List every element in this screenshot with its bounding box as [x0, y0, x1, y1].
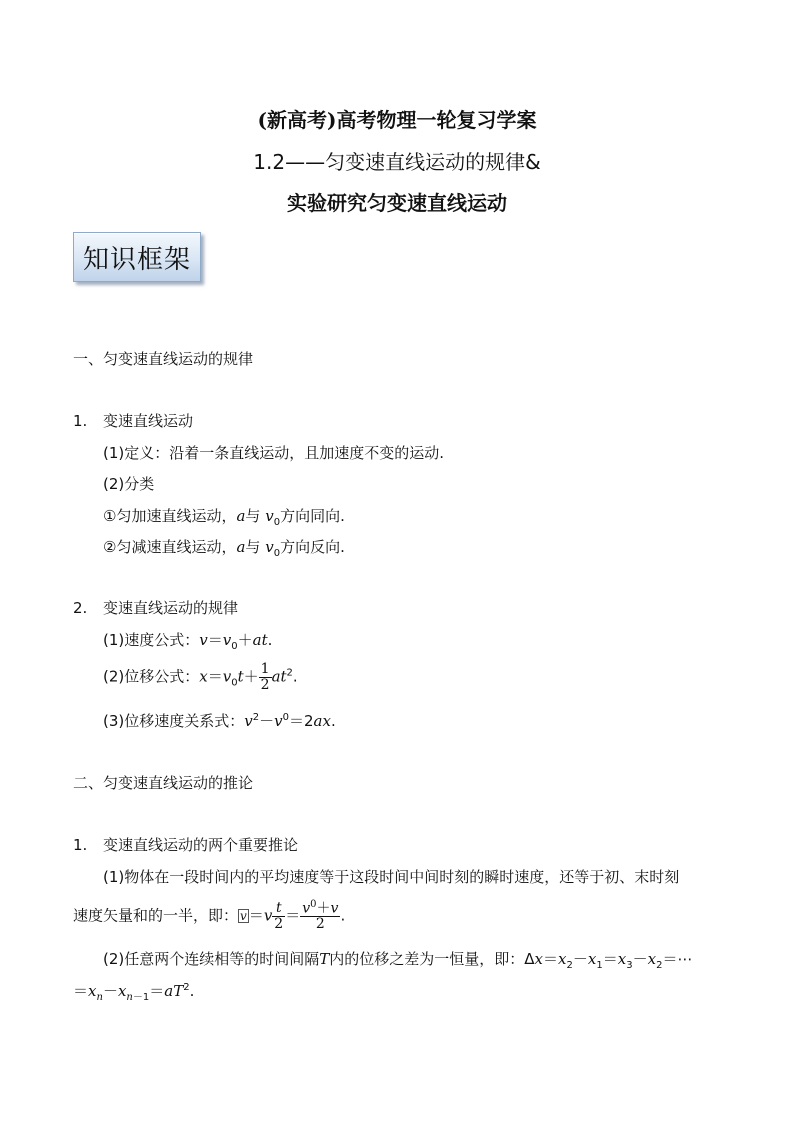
- title-line-1: (新高考)高考物理一轮复习学案: [257, 108, 537, 132]
- displacement-formula: (2)位移公式：$x=v_0t+$ $\frac{1}{2}$ $at^2$.: [103, 661, 298, 693]
- text: (3)位移速度关系式：: [103, 712, 245, 730]
- item-number: 2.: [73, 599, 88, 617]
- inference-2-line-b: $=x_n-x_{n-1}=aT^2$.: [73, 982, 195, 1003]
- item-title: 变速直线运动的两个重要推论: [103, 836, 299, 854]
- fraction-v0-plus-v-over-2: $\frac{v^0+v}{2}$: [302, 899, 339, 933]
- text: (2)位移公式：: [103, 667, 200, 686]
- velocity-formula: (1)速度公式：$v=v_0+at$.: [103, 631, 273, 652]
- text: 方向反向.: [280, 538, 345, 556]
- s1-item2-heading: [73, 601, 238, 616]
- uniform-deceleration-line: ②匀减速直线运动，a与 $v_0$方向反向.: [103, 538, 345, 559]
- text: ①匀加速直线运动，: [103, 507, 237, 525]
- section-2-heading: 二、匀变速直线运动的推论: [73, 774, 254, 792]
- text: 与: [245, 507, 261, 525]
- text: (1)速度公式：: [103, 631, 200, 649]
- item-number: 1.: [73, 836, 88, 854]
- inference-1-line-b: 速度矢量和的一半，即： v ＝v $\frac{t}{2}$ ＝ $\frac{v^0+v}{2}$ .: [73, 899, 346, 933]
- title-line-3: 实验研究匀变速直线运动: [287, 191, 507, 215]
- velocity-displacement-formula: (3)位移速度关系式：$v^2-v^0=2ax$.: [103, 712, 336, 730]
- definition-line: (1)定义：沿着一条直线运动，且加速度不变的运动.: [103, 444, 445, 462]
- item-title: 变速直线运动: [103, 412, 194, 430]
- inference-2-line-a: (2)任意两个连续相等的时间间隔T内的位移之差为一恒量，即：$\Delta x=x_2-x_1=x_3-x_2=\cdots$: [103, 950, 693, 971]
- classification-line: (2)分类: [103, 475, 155, 493]
- fraction-one-half: $\frac{1}{2}$: [260, 661, 270, 693]
- text: ②匀减速直线运动，: [103, 538, 237, 556]
- fraction-t-over-2: $\frac{t}{2}$: [274, 899, 284, 932]
- text: 速度矢量和的一半，即：: [73, 906, 239, 925]
- section-1-heading: 一、匀变速直线运动的规律: [73, 350, 254, 368]
- item-title: 变速直线运动的规律: [103, 599, 239, 617]
- s1-item1-heading: [73, 414, 193, 429]
- uniform-acceleration-line: ①匀加速直线运动，a与 $v_0$方向同向.: [103, 507, 345, 528]
- knowledge-framework-badge: 知识框架: [73, 232, 201, 282]
- text: 内的位移之差为一恒量，即：: [329, 950, 525, 968]
- title-line-2: 1.2——匀变速直线运动的规律&: [253, 150, 541, 174]
- inference-1-line-a: (1)物体在一段时间内的平均速度等于这段时间中间时刻的瞬时速度，还等于初、末时刻: [103, 868, 680, 886]
- text: (2)任意两个连续相等的时间间隔: [103, 950, 320, 968]
- item-number: 1.: [73, 412, 88, 430]
- average-velocity-symbol: v: [240, 909, 247, 924]
- text: 与: [245, 538, 261, 556]
- s2-item1-heading: [73, 838, 298, 853]
- text: 方向同向.: [280, 507, 345, 525]
